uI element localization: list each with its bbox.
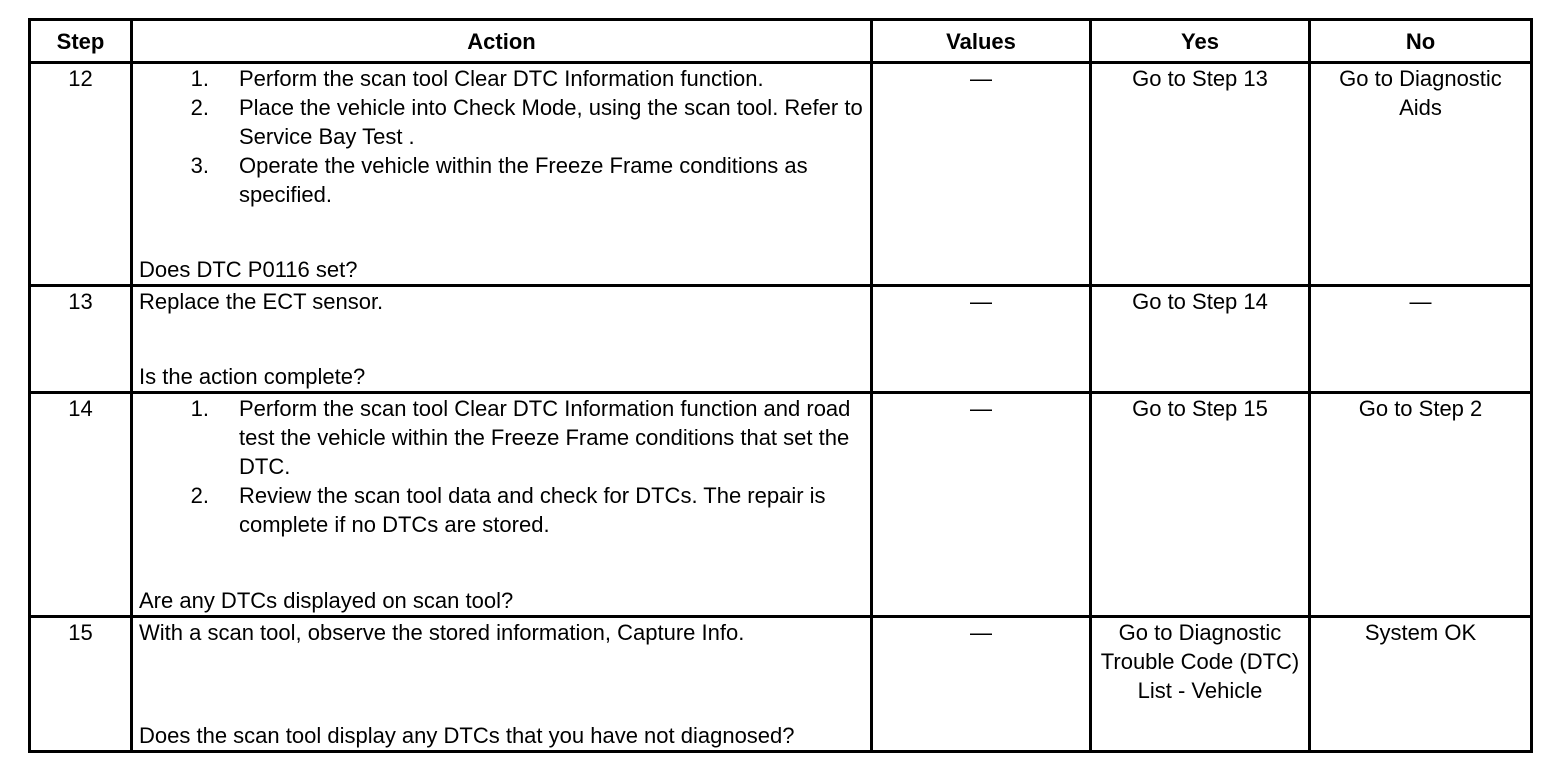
values-cell: — [872,63,1091,286]
list-item-text: Review the scan tool data and check for DTCs. The repair is complete if no DTCs are stored. [239,483,826,537]
no-cell: System OK [1310,617,1532,752]
list-item: 2. Place the vehicle into Check Mode, using the scan tool. Refer to Service Bay Test . [190,95,863,149]
no-cell: Go to Diagnostic Aids [1310,63,1532,286]
table-row [30,63,1532,286]
no-cell: — [1310,286,1532,393]
action-question: Does the scan tool display any DTCs that you have not diagnosed? [139,723,795,748]
action-cell [132,617,872,752]
action-text: With a scan tool, observe the stored information, Capture Info. [139,620,745,645]
list-item-text: Operate the vehicle within the Freeze Frame conditions as specified. [239,153,808,207]
header-values: Values [872,20,1091,63]
values-cell: — [872,617,1091,752]
list-item: 1. Perform the scan tool Clear DTC Information function. [190,66,764,91]
list-item: 2. Review the scan tool data and check for DTCs. The repair is complete if no DTCs are stored. [190,483,826,537]
list-item-text: Place the vehicle into Check Mode, using the scan tool. Refer to Service Bay Test . [239,95,863,149]
values-cell: — [872,286,1091,393]
action-text: Replace the ECT sensor. [139,289,384,314]
step-number: 15 [30,617,132,752]
yes-cell: Go to Diagnostic Trouble Code (DTC) List - Vehicle [1091,617,1310,752]
step-number: 13 [30,286,132,393]
list-item: 3. Operate the vehicle within the Freeze Frame conditions as specified. [190,153,808,207]
yes-cell: Go to Step 13 [1091,63,1310,286]
diagnostic-table [28,18,1533,753]
list-item-text: Perform the scan tool Clear DTC Information function and road test the vehicle within the Freeze Frame conditions that set the DTC. [239,396,851,479]
header-no: No [1310,20,1532,63]
action-question: Are any DTCs displayed on scan tool? [139,588,514,613]
table-row [30,617,1532,752]
action-cell [132,393,872,617]
action-list [139,394,864,539]
no-cell: Go to Step 2 [1310,393,1532,617]
yes-cell: Go to Step 14 [1091,286,1310,393]
action-list [139,64,864,209]
step-number: 14 [30,393,132,617]
header-yes: Yes [1091,20,1310,63]
action-cell [132,286,872,393]
list-item: 1. Perform the scan tool Clear DTC Information function and road test the vehicle within the Freeze Frame conditions that set the DTC. [190,396,851,479]
table-row [30,286,1532,393]
table-row [30,393,1532,617]
action-question: Is the action complete? [139,364,366,389]
list-item-text: Perform the scan tool Clear DTC Information function. [239,66,764,91]
header-step: Step [30,20,132,63]
header-row [30,20,1532,63]
values-cell: — [872,393,1091,617]
header-action: Action [132,20,872,63]
action-question: Does DTC P0116 set? [139,257,358,282]
step-number: 12 [30,63,132,286]
action-cell [132,63,872,286]
yes-cell: Go to Step 15 [1091,393,1310,617]
